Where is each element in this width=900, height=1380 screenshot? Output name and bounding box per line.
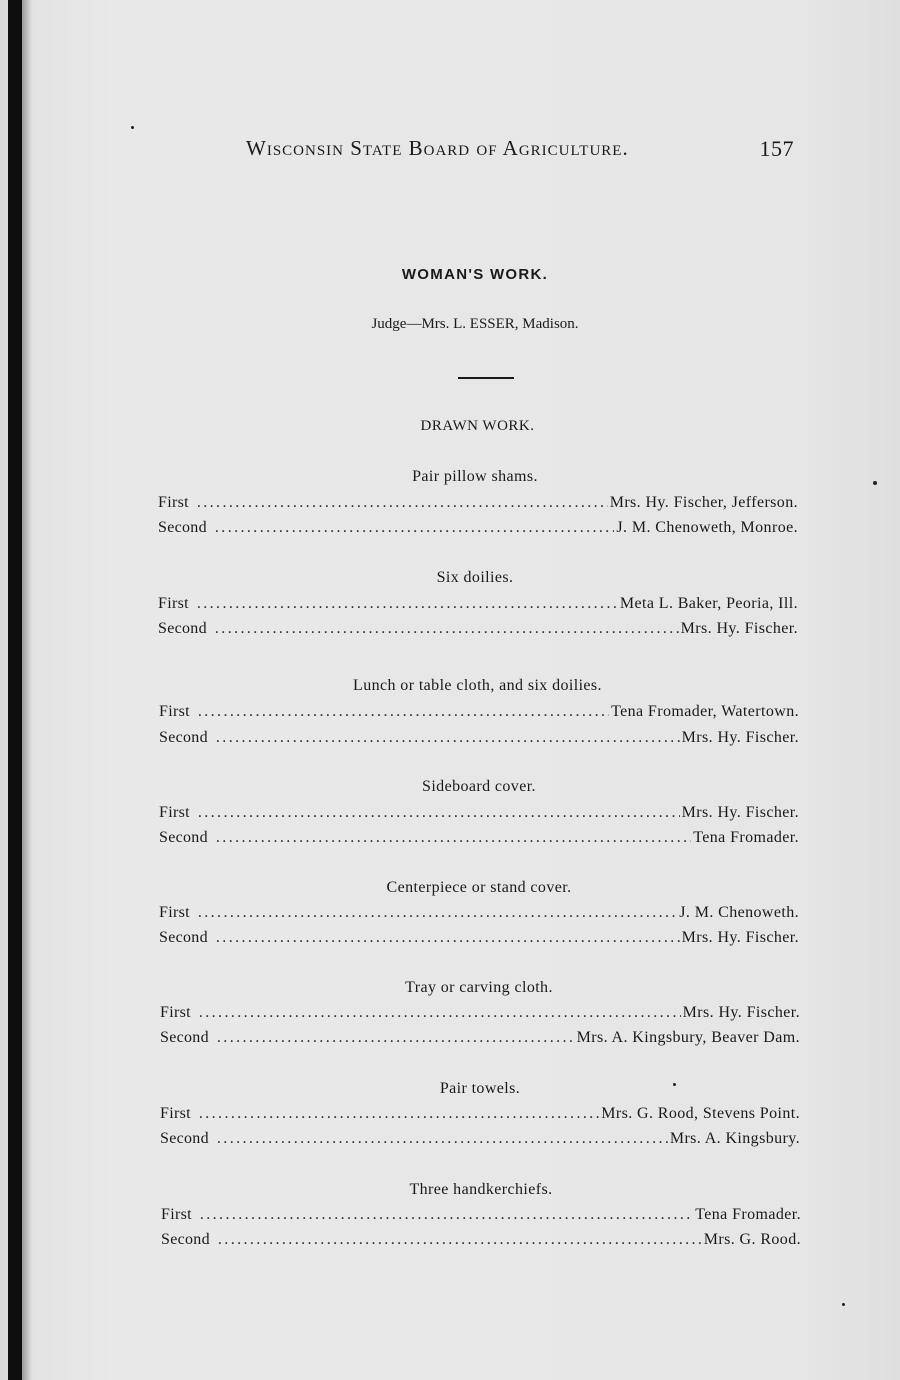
award-entry <box>160 1130 800 1148</box>
award-winner: Mrs. Hy. Fischer. <box>681 804 799 821</box>
award-place: First <box>158 595 189 612</box>
award-place: First <box>160 1004 191 1021</box>
award-winner: Mrs. Hy. Fischer, Jefferson. <box>609 494 798 511</box>
dot-leader <box>198 703 609 721</box>
award-entry <box>158 494 798 512</box>
award-winner: J. M. Chenoweth, Monroe. <box>616 519 798 536</box>
scan-speck <box>842 1303 845 1306</box>
award-entry <box>159 804 799 822</box>
dot-leader <box>199 1105 599 1123</box>
award-winner: Mrs. Hy. Fischer. <box>682 1004 800 1021</box>
award-place: Second <box>161 1231 210 1248</box>
scan-speck <box>673 1083 676 1086</box>
award-entry <box>160 1105 800 1123</box>
award-winner: Tena Fromader. <box>693 829 799 846</box>
category-title: Six doilies. <box>436 569 514 586</box>
category-title: Three handkerchiefs. <box>409 1181 553 1198</box>
dot-leader <box>200 1206 693 1224</box>
award-winner: Mrs. Hy. Fischer. <box>680 620 798 637</box>
award-place: Second <box>159 829 208 846</box>
dot-leader <box>215 620 679 638</box>
section-rule <box>458 377 514 379</box>
award-place: Second <box>160 1029 209 1046</box>
running-head-title: Wisconsin State Board of Agriculture. <box>246 136 629 160</box>
award-place: Second <box>159 929 208 946</box>
award-place: Second <box>159 729 208 746</box>
dot-leader <box>218 1231 702 1249</box>
award-place: First <box>160 1105 191 1122</box>
award-place: First <box>161 1206 192 1223</box>
scan-speck <box>873 481 877 485</box>
dot-leader <box>199 1004 681 1022</box>
award-entry <box>159 929 799 947</box>
dot-leader <box>198 904 677 922</box>
category-title: Sideboard cover. <box>422 778 536 795</box>
award-winner: Mrs. Hy. Fischer. <box>681 929 799 946</box>
running-head <box>246 136 794 166</box>
dot-leader <box>216 929 680 947</box>
dot-leader <box>217 1029 575 1047</box>
category-title: Tray or carving cloth. <box>405 979 553 996</box>
award-place: First <box>159 703 190 720</box>
page-number: 157 <box>759 136 794 161</box>
category-title: Lunch or table cloth, and six doilies. <box>353 677 602 694</box>
award-entry <box>159 703 799 721</box>
dot-leader <box>215 519 615 537</box>
category-title: Pair towels. <box>439 1080 521 1097</box>
award-winner: Mrs. G. Rood. <box>703 1231 801 1248</box>
award-place: First <box>158 494 189 511</box>
award-entry <box>160 1004 800 1022</box>
award-entry <box>158 595 798 613</box>
dot-leader <box>216 829 691 847</box>
award-winner: Mrs. A. Kingsbury, Beaver Dam. <box>576 1029 800 1046</box>
category-title: Pair pillow shams. <box>412 468 538 485</box>
award-entry <box>159 904 799 922</box>
award-winner: Mrs. Hy. Fischer. <box>681 729 799 746</box>
dot-leader <box>197 595 618 613</box>
award-entry <box>159 729 799 747</box>
subsection-title: DRAWN WORK. <box>420 418 535 434</box>
award-place: First <box>159 904 190 921</box>
award-entry <box>161 1206 801 1224</box>
dot-leader <box>197 494 608 512</box>
award-winner: Mrs. A. Kingsbury. <box>669 1130 800 1147</box>
award-place: First <box>159 804 190 821</box>
section-title: WOMAN'S WORK. <box>401 266 549 283</box>
award-entry <box>159 829 799 847</box>
dot-leader <box>216 729 680 747</box>
award-place: Second <box>158 519 207 536</box>
award-place: Second <box>158 620 207 637</box>
dot-leader <box>217 1130 668 1148</box>
category-title: Centerpiece or stand cover. <box>386 879 572 896</box>
award-winner: Tena Fromader, Watertown. <box>611 703 799 720</box>
award-entry <box>161 1231 801 1249</box>
dot-leader <box>198 804 680 822</box>
award-entry <box>158 519 798 537</box>
award-winner: Tena Fromader. <box>695 1206 801 1223</box>
award-place: Second <box>160 1130 209 1147</box>
award-entry <box>158 620 798 638</box>
award-winner: Meta L. Baker, Peoria, Ill. <box>619 595 798 612</box>
award-entry <box>160 1029 800 1047</box>
award-winner: Mrs. G. Rood, Stevens Point. <box>601 1105 800 1122</box>
scan-speck <box>131 126 134 129</box>
judge-line: Judge—Mrs. L. ESSER, Madison. <box>371 316 579 332</box>
award-winner: J. M. Chenoweth. <box>679 904 799 921</box>
